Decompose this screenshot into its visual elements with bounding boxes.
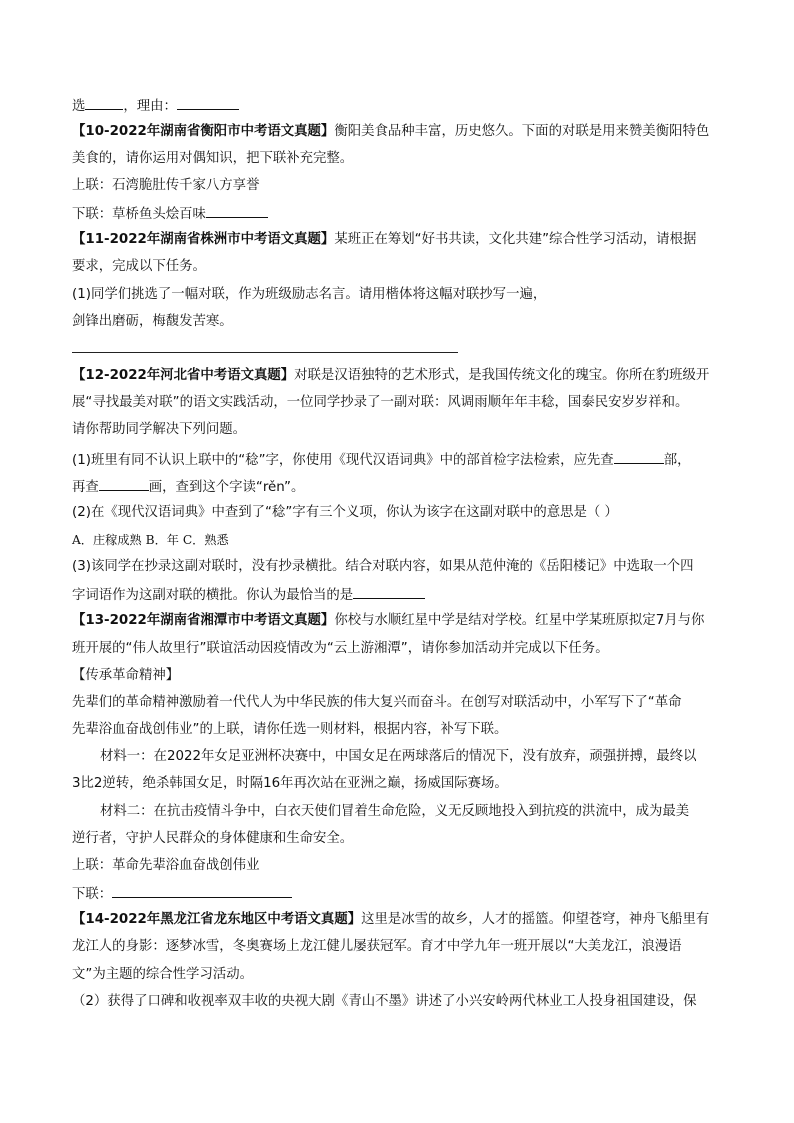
answer-blank[interactable] <box>99 477 149 491</box>
question-text: 衡阳美食品种丰富，历史悠久。下面的对联是用来赞美衡阳特色 <box>334 124 710 139</box>
task-2-text: (2)在《现代汉语词典》中查到了“稔”字有三个义项，你认为该字在这副对联中的意思是（ ） <box>72 505 618 520</box>
task-text: (1)同学们挑选了一幅对联，作为班级励志名言。请用楷体将这幅对联抄写一遍， <box>72 287 547 302</box>
question-12-line <box>72 367 709 385</box>
question-text: 文”为主题的综合性学习活动。 <box>72 967 254 982</box>
text: 画，查到这个字读“rěn”。 <box>148 480 305 495</box>
question-text: 美食的，请你运用对偶知识，把下联补充完整。 <box>72 151 354 166</box>
text: 部， <box>663 453 691 468</box>
question-text: 这里是冰雪的故乡，人才的摇篮。仰望苍穹，神舟飞船里有 <box>361 912 710 927</box>
paragraph-text: 先辈们的革命精神激励着一代代人为中华民族的伟大复兴而奋斗。在创写对联活动中，小军写下了“革命 <box>72 695 682 710</box>
couplet-lower <box>72 204 268 224</box>
question-text: 请你帮助同学解决下列问题。 <box>72 422 247 437</box>
material-2-text: 逆行者，守护人民群众的身体健康和生命安全。 <box>72 831 354 846</box>
couplet-upper: 上联：革命先辈浴血奋战创伟业 <box>72 858 260 873</box>
material-2-text: 材料二：在抗击疫情斗争中，白衣天使们冒着生命危险，义无反顾地投入到抗疫的洪流中，成为最美 <box>100 804 690 819</box>
question-heading: 【11-2022年湖南省株洲市中考语文真题】 <box>72 232 335 247</box>
question-11-line <box>72 231 696 249</box>
question-text: 你校与水顺红星中学是结对学校。红星中学某班原拟定7月与你 <box>334 613 705 628</box>
answer-blank[interactable] <box>112 884 292 898</box>
answer-blank[interactable] <box>614 450 664 464</box>
answer-line <box>72 96 239 116</box>
task-1-line-2 <box>72 477 304 497</box>
question-14-line <box>72 911 709 929</box>
question-text: 某班正在筹划“好书共读，文化共建”综合性学习活动，请根据 <box>334 232 697 247</box>
couplet-text: 剑锋出磨砺，梅馥发苦寒。 <box>72 314 233 329</box>
task-3-text: (3)该同学在抄录这副对联时，没有抄录横批。结合对联内容，如果从范仲淹的《岳阳楼记》中选取一个四 <box>72 559 694 574</box>
question-heading: 【13-2022年湖南省湘潭市中考语文真题】 <box>72 613 335 628</box>
material-1-text: 材料一：在2022年女足亚洲杯决赛中，中国女足在两球落后的情况下，没有放弃，顽强拼搏，最终以 <box>100 749 697 764</box>
section-title: 【传承革命精神】 <box>72 668 180 683</box>
question-text: 龙江人的身影：逐梦冰雪，冬奥赛场上龙江健儿屡获冠军。育才中学九年一班开展以“大美龙江，浪漫语 <box>72 939 682 954</box>
text: 字词语作为这副对联的横批。你认为最恰当的是 <box>72 588 354 603</box>
paragraph-text: 先辈浴血奋战创伟业”的上联，请你任选一则材料，根据内容，补写下联。 <box>72 722 508 737</box>
text: 再查 <box>72 480 99 495</box>
text: 选 <box>72 99 86 114</box>
text: 下联： <box>72 887 113 902</box>
question-text: 班开展的“伟人故里行”联谊活动因疫情改为“云上游湘潭”，请你参加活动并完成以下任务。 <box>72 641 609 656</box>
task-2-text: （2）获得了口碑和收视率双丰收的央视大剧《青山不墨》讲述了小兴安岭两代林业工人投身祖国建设，保 <box>72 994 697 1009</box>
text: ，理由： <box>123 99 177 114</box>
answer-blank[interactable] <box>177 96 239 110</box>
answer-options: A．庄稼成熟 B．年 C．熟悉 <box>72 533 229 547</box>
text: (1)班里有同不认识上联中的“稔”字，你使用《现代汉语词典》中的部首检字法检索，应先查 <box>72 453 614 468</box>
material-1-text: 3比2逆转，绝杀韩国女足，时隔16年再次站在亚洲之巅，扬威国际赛场。 <box>72 776 508 791</box>
answer-blank[interactable] <box>206 204 268 218</box>
question-13-line <box>72 612 704 630</box>
question-text: 要求，完成以下任务。 <box>72 259 206 274</box>
question-text: 展“寻找最美对联”的语文实践活动，一位同学抄录了一副对联：风调雨顺年年丰稔，国泰民安岁岁祥和。 <box>72 395 689 410</box>
question-heading: 【10-2022年湖南省衡阳市中考语文真题】 <box>72 124 335 139</box>
question-heading: 【12-2022年河北省中考语文真题】 <box>72 368 295 383</box>
task-3-line-2 <box>72 585 425 605</box>
answer-blank[interactable] <box>353 585 425 599</box>
task-1-line <box>72 450 690 470</box>
answer-writing-line[interactable] <box>72 352 458 353</box>
text: 下联：草桥鱼头烩百味 <box>72 207 206 222</box>
question-heading: 【14-2022年黑龙江省龙东地区中考语文真题】 <box>72 912 362 927</box>
question-text: 对联是汉语独特的艺术形式，是我国传统文化的瑰宝。你所在豹班级开 <box>294 368 710 383</box>
couplet-upper: 上联：石湾脆肚传千家八方享誉 <box>72 178 260 193</box>
question-10-line <box>72 123 709 141</box>
couplet-lower <box>72 884 292 904</box>
answer-blank[interactable] <box>85 96 123 110</box>
